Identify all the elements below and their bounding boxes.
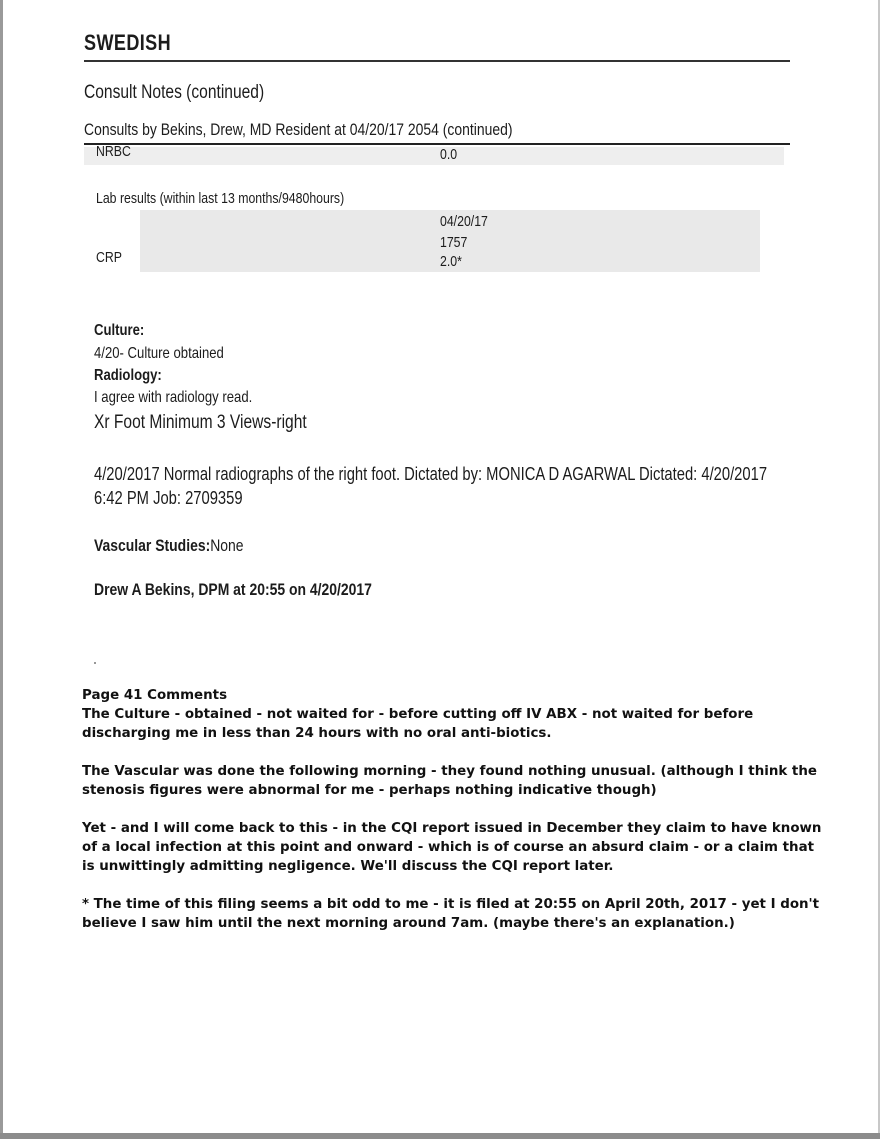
crp-label: CRP [96,249,122,266]
table-shade-row [84,147,784,165]
signature-line: Drew A Bekins, DPM at 20:55 on 4/20/2017 [94,580,372,599]
brand-title: SWEDISH [84,30,172,55]
comment-paragraph: * The time of this filing seems a bit odd to me - it is filed at 20:55 on April 20th, 2017 - yet I don't believe I saw him until the next morning around 7am. (maybe there's an explanation.) [82,897,820,931]
vascular-label: Vascular Studies: [94,536,211,555]
xr-report-line-1: 4/20/2017 Normal radiographs of the right foot. Dictated by: MONICA D AGARWAL Dictated: 4/20/2017 [94,464,768,484]
lab-date: 04/20/17 [440,213,488,230]
vascular-studies [94,536,276,556]
scan-speck [94,662,96,664]
consult-rule [84,143,790,145]
radiology-agree: I agree with radiology read. [94,389,253,406]
comment-paragraph: The Vascular was done the following morning - they found nothing unusual. (although I think the stenosis figures were abnormal for me - perhaps nothing indicative though) [82,764,817,798]
comments-heading: Page 41 Comments [82,688,228,703]
radiology-label: Radiology: [94,367,162,384]
brand-rule [84,60,790,62]
xr-title: Xr Foot Minimum 3 Views-right [94,412,307,433]
consult-line: Consults by Bekins, Drew, MD Resident at 04/20/17 2054 (continued) [84,120,513,139]
scan-edge-bottom [0,1133,880,1139]
comment-paragraph: The Culture - obtained - not waited for - before cutting off IV ABX - not waited for before discharging me in less than 24 hours with no oral anti-biotics. [82,707,754,741]
scan-edge-left [0,0,3,1139]
culture-text: 4/20- Culture obtained [94,345,224,362]
vascular-value: None [210,536,244,555]
lab-results-heading: Lab results (within last 13 months/9480hours) [96,190,345,207]
comment-paragraph: Yet - and I will come back to this - in the CQI report issued in December they claim to have known of a local infection at this point and onward - which is of course an absurd claim - or a claim that is unwittingly admitting negligence. We'll discuss the CQI report later. [82,821,822,874]
culture-label: Culture: [94,322,145,339]
xr-report-line-2: 6:42 PM Job: 2709359 [94,488,243,508]
nrbc-value: 0.0 [440,146,458,163]
nrbc-label: NRBC [96,143,131,160]
crp-value: 2.0* [440,253,462,270]
page-comments [82,686,822,952]
lab-time: 1757 [440,234,468,251]
section-title: Consult Notes (continued) [84,82,265,103]
